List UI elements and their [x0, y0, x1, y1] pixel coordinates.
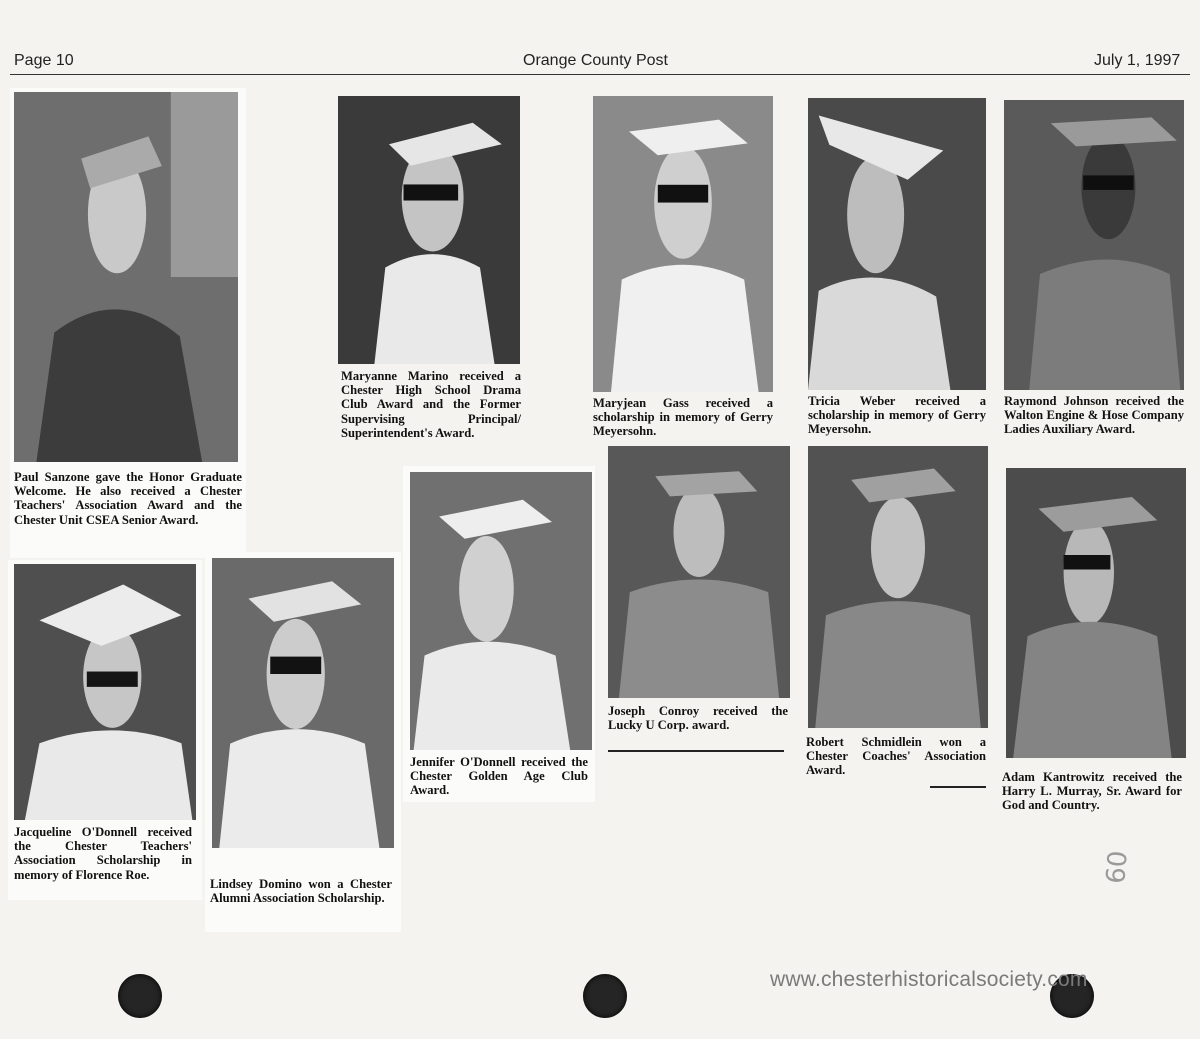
issue-date: July 1, 1997 [1094, 52, 1181, 69]
caption-j-odonnell: Jacqueline O'Donnell received the Chester Teachers' Association Scholarship in memory of Florence Roe. [14, 825, 192, 882]
handwritten-note: 09 [1098, 849, 1131, 885]
photo-conroy [608, 446, 790, 698]
caption-conroy: Joseph Conroy received the Lucky U Corp. award. [608, 704, 788, 733]
watermark: www.chesterhistoricalsociety.com [770, 968, 1088, 991]
header-rule [10, 74, 1190, 75]
photo-j-odonnell [14, 564, 196, 820]
caption-domino: Lindsey Domino won a Chester Alumni Association Scholarship. [210, 877, 392, 906]
photo-gass [593, 96, 773, 392]
caption-kantrowitz: Adam Kantrowitz received the Harry L. Murray, Sr. Award for God and Country. [1002, 770, 1182, 813]
photo-jen-odonnell [410, 472, 592, 750]
tear-line-conroy [608, 750, 784, 752]
tear-line-schmidlein [930, 786, 986, 788]
caption-sanzone: Paul Sanzone gave the Honor Graduate Welcome. He also received a Chester Teachers' Association Award and the Chester Unit CSEA Senior Award. [14, 470, 242, 527]
newspaper-title: Orange County Post [523, 52, 668, 69]
binder-hole-center [583, 974, 627, 1018]
photo-marino [338, 96, 520, 364]
photo-weber [808, 98, 986, 390]
photo-schmidlein [808, 446, 988, 728]
caption-gass: Maryjean Gass received a scholarship in memory of Gerry Meyersohn. [593, 396, 773, 439]
photo-kantrowitz [1006, 468, 1186, 758]
photo-johnson [1004, 100, 1184, 390]
caption-weber: Tricia Weber received a scholarship in memory of Gerry Meyersohn. [808, 394, 986, 437]
caption-jen-odonnell: Jennifer O'Donnell received the Chester Golden Age Club Award. [410, 755, 588, 798]
caption-johnson: Raymond Johnson received the Walton Engine & Hose Company Ladies Auxiliary Award. [1004, 394, 1184, 437]
photo-domino [212, 558, 394, 848]
caption-schmidlein: Robert Schmidlein won a Chester Coaches' Association Award. [806, 735, 986, 778]
caption-marino: Maryanne Marino received a Chester High School Drama Club Award and the Former Supervising Principal/ Superintendent's Award. [341, 369, 521, 440]
page-number: Page 10 [14, 52, 74, 69]
binder-hole-left [118, 974, 162, 1018]
photo-sanzone [14, 92, 238, 462]
